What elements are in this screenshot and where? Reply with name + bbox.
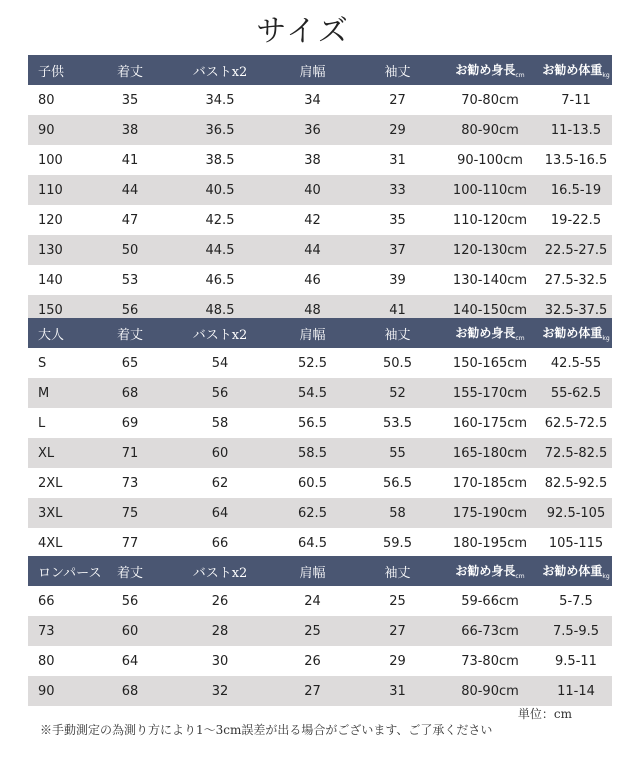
table-cell: 35 <box>389 212 406 228</box>
header-bust-label: バストx2 <box>192 327 248 343</box>
table-row <box>28 235 612 265</box>
table-cell: 27.5-32.5 <box>544 272 608 288</box>
table-cell: 50 <box>121 242 139 258</box>
table-cell: 59-66cm <box>461 593 519 609</box>
table-cell: 30 <box>211 653 229 669</box>
table-cell: 31 <box>389 683 406 699</box>
table-cell: 66 <box>38 593 55 609</box>
header-sleeve <box>355 324 440 343</box>
header-shoulder-label: 肩幅 <box>299 64 326 80</box>
table-cell: 4XL <box>38 535 63 551</box>
table-cell: 140 <box>38 272 63 288</box>
header-category-label: 子供 <box>38 64 65 80</box>
table-cell: 38 <box>304 152 321 168</box>
table-cell: 60.5 <box>298 475 327 491</box>
table-cell: 39 <box>389 272 406 288</box>
header-category <box>28 562 102 581</box>
header-height-unit: cm <box>515 335 525 342</box>
table-cell: 52 <box>389 385 406 401</box>
table-cell: 60 <box>121 623 139 639</box>
header-category-label: 大人 <box>38 327 65 343</box>
table-cell: 40.5 <box>205 182 235 198</box>
measurement-footnote: ※手動測定の為測り方により1〜3cm誤差が出る場合がございます、ご了承ください <box>40 723 493 737</box>
table-cell: 62.5 <box>298 505 327 521</box>
table-cell: 34 <box>304 92 321 108</box>
table-cell: 170-185cm <box>452 475 528 491</box>
table-row <box>28 586 612 616</box>
table-cell: 32 <box>211 683 229 699</box>
header-weight <box>540 324 612 342</box>
table-row <box>28 528 612 558</box>
table-cell: 3XL <box>38 505 63 521</box>
header-sleeve-label: 袖丈 <box>384 565 411 581</box>
header-shoulder <box>270 324 355 343</box>
table-cell: 56.5 <box>298 415 327 431</box>
table-cell: 54.5 <box>298 385 327 401</box>
table-cell: 68 <box>121 385 139 401</box>
header-length <box>90 324 170 343</box>
table-cell: 120-130cm <box>452 242 528 258</box>
table-cell: 73 <box>121 475 139 491</box>
header-sleeve <box>355 61 440 80</box>
table-cell: 56 <box>121 593 139 609</box>
header-shoulder-label: 肩幅 <box>299 327 326 343</box>
table-cell: 56 <box>211 385 229 401</box>
table-cell: 11-13.5 <box>550 122 602 138</box>
header-weight <box>540 562 612 580</box>
table-cell: 100-110cm <box>452 182 528 198</box>
table-row <box>28 646 612 676</box>
table-cell: 55 <box>389 445 406 461</box>
table-cell: 62.5-72.5 <box>544 415 608 431</box>
table-cell: 60 <box>211 445 229 461</box>
table-cell: 58 <box>211 415 229 431</box>
table-row <box>28 85 612 115</box>
table-cell: 41 <box>389 302 406 318</box>
table-cell: 35 <box>121 92 139 108</box>
header-sleeve-label: 袖丈 <box>384 64 411 80</box>
table-cell: 64 <box>121 653 139 669</box>
table-cell: 56 <box>121 302 139 318</box>
table-cell: 44 <box>304 242 321 258</box>
table-cell: M <box>38 385 50 401</box>
table-cell: 32.5-37.5 <box>544 302 608 318</box>
table-cell: 7.5-9.5 <box>552 623 600 639</box>
header-weight <box>540 61 612 79</box>
header-length-label: 着丈 <box>116 565 143 581</box>
table-cell: 2XL <box>38 475 63 491</box>
header-bust-label: バストx2 <box>192 64 248 80</box>
table-cell: 54 <box>211 355 229 371</box>
table-cell: 175-190cm <box>452 505 528 521</box>
table-cell: 82.5-92.5 <box>544 475 608 491</box>
table-row <box>28 145 612 175</box>
table-cell: 71 <box>121 445 139 461</box>
table-cell: 27 <box>389 92 406 108</box>
table-cell: 100 <box>38 152 63 168</box>
size-table-1 <box>28 318 612 558</box>
table-cell: 25 <box>304 623 321 639</box>
table-cell: 9.5-11 <box>555 653 597 669</box>
header-bust <box>170 61 270 80</box>
table-cell: 38 <box>121 122 139 138</box>
table-cell: 80 <box>38 653 55 669</box>
table-row <box>28 498 612 528</box>
table-row <box>28 115 612 145</box>
table-row <box>28 468 612 498</box>
table-row <box>28 378 612 408</box>
table-cell: 28 <box>211 623 229 639</box>
table-cell: 55-62.5 <box>550 385 602 401</box>
table-cell: 5-7.5 <box>559 593 593 609</box>
table-cell: 66 <box>211 535 229 551</box>
table-cell: 73-80cm <box>461 653 519 669</box>
table-cell: 66-73cm <box>461 623 519 639</box>
table-cell: 65 <box>121 355 139 371</box>
table-cell: 58 <box>389 505 406 521</box>
header-sleeve-label: 袖丈 <box>384 327 411 343</box>
table-cell: 64 <box>211 505 229 521</box>
table-cell: 72.5-82.5 <box>544 445 608 461</box>
table-header-row <box>28 318 612 348</box>
table-cell: 47 <box>121 212 139 228</box>
header-shoulder <box>270 61 355 80</box>
table-cell: 34.5 <box>205 92 235 108</box>
table-row <box>28 616 612 646</box>
table-cell: 31 <box>389 152 406 168</box>
table-cell: 29 <box>389 122 406 138</box>
table-cell: 80-90cm <box>461 122 519 138</box>
table-cell: 90-100cm <box>457 152 523 168</box>
table-cell: 37 <box>389 242 406 258</box>
table-row <box>28 438 612 468</box>
table-row <box>28 676 612 706</box>
table-cell: 19-22.5 <box>550 212 602 228</box>
header-length-label: 着丈 <box>116 64 143 80</box>
table-cell: 180-195cm <box>452 535 528 551</box>
table-row <box>28 205 612 235</box>
header-weight-unit: kg <box>602 72 610 79</box>
size-table-2 <box>28 556 612 706</box>
table-cell: 25 <box>389 593 406 609</box>
table-cell: 11-14 <box>557 683 595 699</box>
header-category <box>28 61 90 80</box>
table-cell: 90 <box>38 122 55 138</box>
page-title: サイズ <box>256 14 350 49</box>
table-cell: 27 <box>389 623 406 639</box>
table-cell: 150 <box>38 302 63 318</box>
table-cell: 140-150cm <box>452 302 528 318</box>
table-cell: 73 <box>38 623 55 639</box>
table-cell: 29 <box>389 653 406 669</box>
header-length <box>90 562 170 581</box>
header-height <box>440 61 540 79</box>
table-cell: 22.5-27.5 <box>544 242 608 258</box>
header-height-label: お勧め身長 <box>455 63 516 77</box>
header-height-label: お勧め身長 <box>455 564 516 578</box>
header-weight-unit: kg <box>602 335 610 342</box>
table-cell: 130-140cm <box>452 272 528 288</box>
table-cell: 13.5-16.5 <box>544 152 608 168</box>
header-weight-label: お勧め体重 <box>542 564 603 578</box>
table-cell: 58.5 <box>298 445 327 461</box>
header-weight-label: お勧め体重 <box>542 63 603 77</box>
header-weight-unit: kg <box>602 573 610 580</box>
table-cell: 46 <box>304 272 321 288</box>
table-cell: 68 <box>121 683 139 699</box>
table-cell: 46.5 <box>205 272 235 288</box>
table-cell: 53.5 <box>383 415 412 431</box>
table-cell: 160-175cm <box>452 415 528 431</box>
table-cell: 42.5 <box>205 212 235 228</box>
table-cell: 165-180cm <box>452 445 528 461</box>
header-category-label: ロンパース <box>38 565 102 581</box>
table-cell: 90 <box>38 683 55 699</box>
table-header-row <box>28 55 612 85</box>
header-height <box>440 562 540 580</box>
table-cell: 120 <box>38 212 63 228</box>
table-cell: 38.5 <box>205 152 235 168</box>
header-category <box>28 324 90 343</box>
table-cell: 26 <box>304 653 321 669</box>
table-cell: 155-170cm <box>452 385 528 401</box>
header-weight-label: お勧め体重 <box>542 326 603 340</box>
table-row <box>28 408 612 438</box>
table-cell: 56.5 <box>383 475 412 491</box>
header-bust-label: バストx2 <box>192 565 248 581</box>
table-cell: 50.5 <box>383 355 412 371</box>
header-height <box>440 324 540 342</box>
table-cell: 52.5 <box>298 355 327 371</box>
table-cell: 48 <box>304 302 321 318</box>
table-cell: 7-11 <box>561 92 591 108</box>
table-row <box>28 175 612 205</box>
header-shoulder <box>270 562 355 581</box>
header-length-label: 着丈 <box>116 327 143 343</box>
table-cell: 62 <box>211 475 229 491</box>
table-cell: 80 <box>38 92 55 108</box>
table-cell: 36 <box>304 122 321 138</box>
header-length <box>90 61 170 80</box>
table-cell: XL <box>38 445 55 461</box>
table-row <box>28 265 612 295</box>
table-cell: 36.5 <box>205 122 235 138</box>
table-cell: 64.5 <box>298 535 327 551</box>
table-cell: 42.5-55 <box>550 355 602 371</box>
table-cell: 69 <box>121 415 139 431</box>
table-cell: 70-80cm <box>461 92 519 108</box>
table-cell: 110-120cm <box>452 212 528 228</box>
table-cell: 105-115 <box>548 535 604 551</box>
header-sleeve <box>355 562 440 581</box>
table-cell: 44.5 <box>205 242 235 258</box>
header-height-unit: cm <box>515 573 525 580</box>
header-bust <box>170 324 270 343</box>
table-cell: 40 <box>304 182 321 198</box>
table-cell: 33 <box>389 182 406 198</box>
table-cell: 41 <box>121 152 139 168</box>
table-cell: S <box>38 355 47 371</box>
table-cell: 53 <box>121 272 139 288</box>
table-cell: 77 <box>121 535 139 551</box>
table-cell: L <box>38 415 46 431</box>
table-cell: 92.5-105 <box>546 505 606 521</box>
unit-note: 単位：cm <box>517 707 572 721</box>
table-cell: 150-165cm <box>452 355 528 371</box>
table-cell: 75 <box>121 505 139 521</box>
header-shoulder-label: 肩幅 <box>299 565 326 581</box>
table-row <box>28 348 612 378</box>
table-cell: 59.5 <box>383 535 412 551</box>
table-cell: 110 <box>38 182 63 198</box>
table-cell: 130 <box>38 242 63 258</box>
size-table-0 <box>28 55 612 325</box>
table-cell: 24 <box>304 593 321 609</box>
header-height-unit: cm <box>515 72 525 79</box>
header-height-label: お勧め身長 <box>455 326 516 340</box>
header-bust <box>170 562 270 581</box>
table-header-row <box>28 556 612 586</box>
table-cell: 48.5 <box>205 302 235 318</box>
table-cell: 26 <box>211 593 229 609</box>
table-cell: 42 <box>304 212 321 228</box>
table-cell: 80-90cm <box>461 683 519 699</box>
table-cell: 44 <box>121 182 139 198</box>
table-cell: 27 <box>304 683 321 699</box>
table-cell: 16.5-19 <box>550 182 602 198</box>
